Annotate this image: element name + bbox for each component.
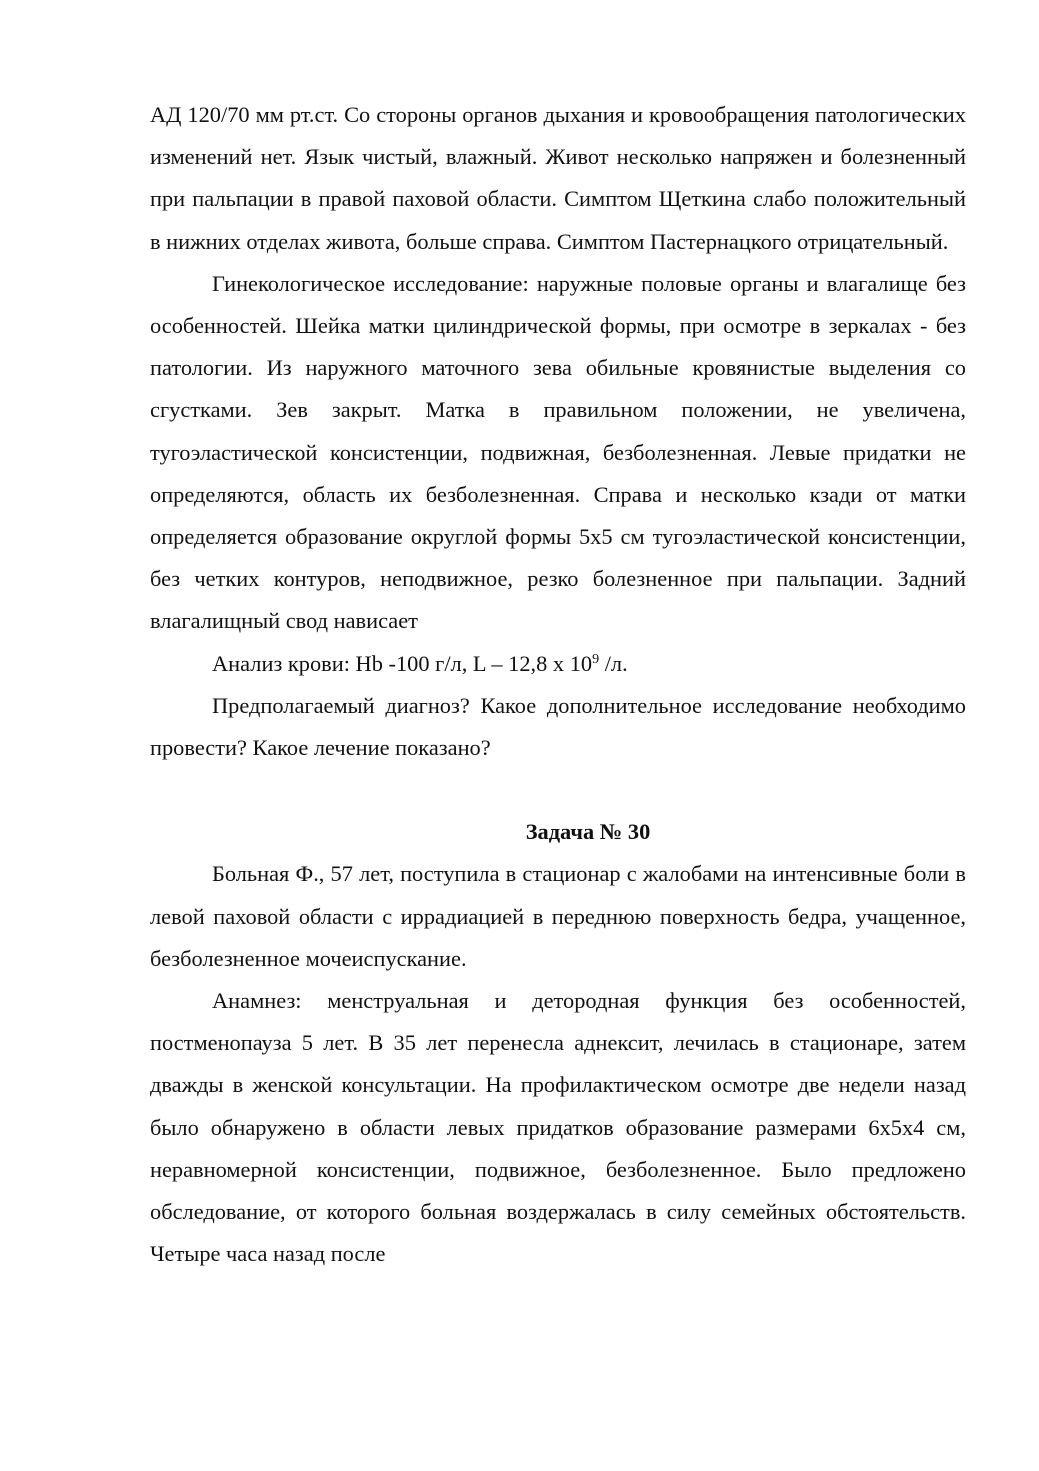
paragraph-question: Предполагаемый диагноз? Какое дополнительное исследование необходимо провести? Какое лечение показано? [150,692,966,761]
paragraph-exam: АД 120/70 мм рт.ст. Со стороны органов дыхания и кровообращения патологических изменений нет. Язык чистый, влажный. Живот несколько напряжен и болезненный при пальпации в правой паховой области. Симптом Щеткина слабо положительный в нижних отделах живота, больше справа. Симптом Пастернацкого отрицательный. [150,102,966,254]
task-title: Задача № 30 [525,819,651,845]
section-gap [150,769,966,811]
paragraph-blood-test [150,643,966,685]
blood-test-unit: /л. [599,650,628,676]
paragraph-complaints: Больная Ф., 57 лет, поступила в стационар с жалобами на интенсивные боли в левой паховой области с иррадиацией в переднюю поверхность бедра, учащенное, безболезненное мочеиспускание. [150,861,966,971]
blood-test-text: Анализ крови: Hb -100 г/л, L – 12,8 х 10 [212,650,593,676]
document-body [150,94,966,1275]
paragraph-anamnesis: Анамнез: менструальная и детородная функция без особенностей, постменопауза 5 лет. В 35 лет перенесла аднексит, лечилась в стационаре, затем дважды в женской консультации. На профилактическом осмотре две недели назад было обнаружено в области левых придатков образование размерами 6х5х4 см, неравномерной консистенции, подвижное, безболезненное. Было предложено обследование, от которого больная воздержалась в силу семейных обстоятельств. Четыре часа назад после [150,988,966,1267]
paragraph-gynecological-exam: Гинекологическое исследование: наружные половые органы и влагалище без особенностей. Шейка матки цилиндрической формы, при осмотре в зеркалах - без патологии. Из наружного маточного зева обильные кровянистые выделения со сгустками. Зев закрыт. Матка в правильном положении, не увеличена, тугоэластической консистенции, подвижная, безболезненная. Левые придатки не определяются, область их безболезненная. Справа и несколько кзади от матки определяется образование округлой формы 5х5 см тугоэластической консистенции, без четких контуров, неподвижное, резко болезненное при пальпации. Задний влагалищный свод нависает [150,270,966,634]
blood-test-exponent: 9 [592,651,600,667]
